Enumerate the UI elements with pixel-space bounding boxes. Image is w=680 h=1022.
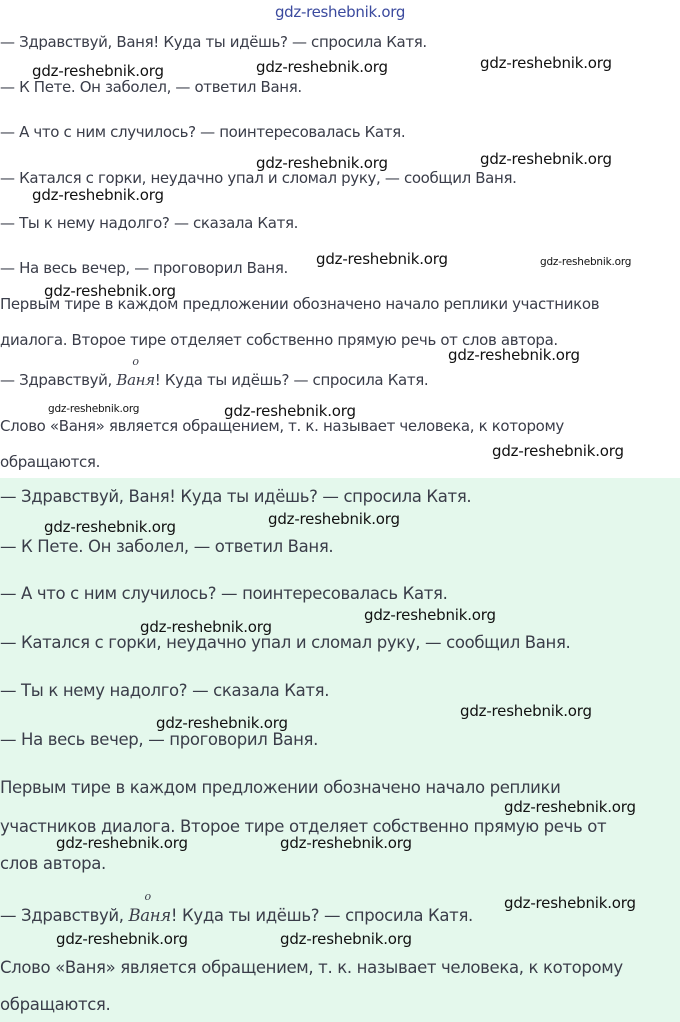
dialogue-line: — К Пете. Он заболел, — ответил Ваня. — [0, 78, 302, 96]
example-after: ! Куда ты идёшь? — спросила Катя. — [170, 906, 473, 925]
watermark: gdz-reshebnik.org — [56, 930, 188, 948]
example-before: — Здравствуй, — [0, 371, 117, 389]
dialogue-line: — На весь вечер, — проговорил Ваня. — [0, 730, 318, 749]
watermark: gdz-reshebnik.org — [44, 518, 176, 536]
watermark: gdz-reshebnik.org — [504, 798, 636, 816]
example-after: ! Куда ты идёшь? — спросила Катя. — [154, 371, 429, 389]
example-line — [0, 890, 473, 925]
conclusion-line: Слово «Ваня» является обращением, т. к. называет человека, к которому — [0, 417, 564, 435]
dialogue-line: — Катался с горки, неудачно упал и сломал руку, — сообщил Ваня. — [0, 633, 571, 652]
dialogue-line: — Ты к нему надолго? — сказала Катя. — [0, 214, 299, 232]
example-before: — Здравствуй, — [0, 906, 129, 925]
dialogue-line: — Здравствуй, Ваня! Куда ты идёшь? — спросила Катя. — [0, 487, 472, 506]
example-line — [0, 355, 429, 389]
watermark: gdz-reshebnik.org — [316, 250, 448, 268]
watermark: gdz-reshebnik.org — [44, 282, 176, 300]
watermark: gdz-reshebnik.org — [460, 702, 592, 720]
explanation-line: участников диалога. Второе тире отделяет собственно прямую речь от — [0, 817, 607, 836]
accent-mark: о — [144, 890, 151, 903]
address-word-text: Ваня — [128, 906, 171, 925]
accent-mark: о — [132, 355, 139, 368]
conclusion-line: Слово «Ваня» является обращением, т. к. называет человека, к которому — [0, 958, 623, 977]
dialogue-line: — Ты к нему надолго? — сказала Катя. — [0, 681, 330, 700]
dialogue-line: — А что с ним случилось? — поинтересовалась Катя. — [0, 123, 406, 141]
dialogue-line: — А что с ним случилось? — поинтересовалась Катя. — [0, 584, 448, 603]
dialogue-line: — К Пете. Он заболел, — ответил Ваня. — [0, 537, 334, 556]
site-header-link[interactable]: gdz-reshebnik.org — [274, 3, 406, 21]
conclusion-line: обращаются. — [0, 995, 111, 1014]
dialogue-line: — На весь вечер, — проговорил Ваня. — [0, 259, 288, 277]
watermark: gdz-reshebnik.org — [280, 930, 412, 948]
watermark: gdz-reshebnik.org — [448, 346, 580, 364]
watermark: gdz-reshebnik.org — [140, 618, 272, 636]
watermark: gdz-reshebnik.org — [268, 510, 400, 528]
watermark: gdz-reshebnik.org — [256, 58, 388, 76]
watermark: gdz-reshebnik.org — [540, 256, 632, 268]
watermark: gdz-reshebnik.org — [364, 606, 496, 624]
dialogue-line: — Катался с горки, неудачно упал и сломал руку, — сообщил Ваня. — [0, 169, 517, 187]
watermark: gdz-reshebnik.org — [48, 403, 140, 415]
watermark: gdz-reshebnik.org — [480, 54, 612, 72]
watermark: gdz-reshebnik.org — [156, 714, 288, 732]
watermark: gdz-reshebnik.org — [256, 154, 388, 172]
explanation-line: Первым тире в каждом предложении обозначено начало реплики участников — [0, 295, 600, 313]
watermark: gdz-reshebnik.org — [504, 894, 636, 912]
watermark: gdz-reshebnik.org — [224, 402, 356, 420]
watermark: gdz-reshebnik.org — [32, 186, 164, 204]
explanation-line: диалога. Второе тире отделяет собственно прямую речь от слов автора. — [0, 331, 558, 349]
address-word — [128, 890, 171, 925]
explanation-line: слов автора. — [0, 854, 106, 873]
watermark: gdz-reshebnik.org — [56, 834, 188, 852]
dialogue-line: — Здравствуй, Ваня! Куда ты идёшь? — спросила Катя. — [0, 33, 427, 51]
explanation-line: Первым тире в каждом предложении обозначено начало реплики — [0, 778, 561, 797]
watermark: gdz-reshebnik.org — [480, 150, 612, 168]
address-word — [116, 355, 155, 389]
watermark: gdz-reshebnik.org — [280, 834, 412, 852]
conclusion-line: обращаются. — [0, 453, 101, 471]
watermark: gdz-reshebnik.org — [32, 62, 164, 80]
address-word-text: Ваня — [116, 371, 155, 389]
watermark: gdz-reshebnik.org — [492, 442, 624, 460]
